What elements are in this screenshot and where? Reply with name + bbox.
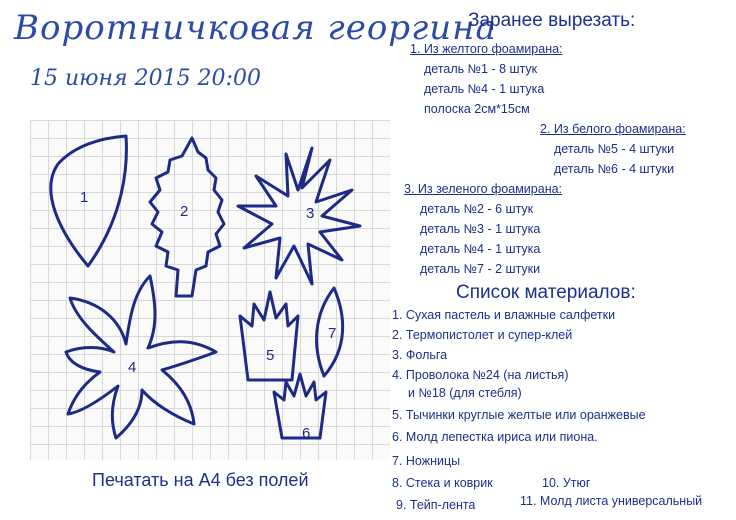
material-item: 11. Молд листа универсальный [520, 494, 703, 508]
material-item: 9. Тейп-лента [396, 498, 476, 512]
material-item: 7. Ножницы [392, 454, 461, 468]
page-title: Воротничковая георгина [14, 8, 497, 48]
template-shapes [30, 120, 390, 460]
part-number: 2 [180, 203, 189, 220]
part-4-shape [66, 276, 216, 438]
part-number: 6 [302, 425, 311, 442]
material-item: 8. Стека и коврик [392, 476, 493, 490]
section-title-yellow: 1. Из желтого фоамирана: [410, 42, 563, 56]
part-number: 7 [328, 325, 337, 342]
material-item: 5. Тычинки круглые желтые или оранжевые [392, 408, 646, 422]
materials-heading: Список материалов: [456, 282, 636, 303]
material-item: 1. Сухая пастель и влажные салфетки [392, 308, 616, 322]
list-item: деталь №4 - 1 штука [424, 82, 545, 96]
part-6-shape [274, 374, 326, 438]
material-item: и №18 (для стебля) [408, 386, 522, 400]
part-5-shape [240, 292, 298, 380]
material-item: 3. Фольга [392, 348, 448, 362]
part-number: 5 [266, 347, 275, 364]
print-note: Печатать на А4 без полей [92, 470, 309, 490]
material-item: 6. Молд лепестка ириса или пиона. [392, 430, 598, 444]
part-number: 4 [128, 359, 137, 376]
list-item: деталь №2 - 6 штук [420, 202, 534, 216]
list-item: полоска 2см*15см [424, 102, 530, 116]
part-1-shape [51, 136, 127, 266]
cut-heading: Заранее вырезать: [468, 10, 636, 31]
list-item: деталь №7 - 2 штуки [420, 262, 541, 276]
list-item: деталь №3 - 1 штука [420, 222, 541, 236]
material-item: 2. Термопистолет и супер-клей [392, 328, 573, 342]
list-item: деталь №5 - 4 штуки [554, 142, 675, 156]
part-number: 3 [306, 205, 315, 222]
part-3-shape [238, 148, 360, 284]
material-item: 4. Проволока №24 (на листья) [392, 368, 569, 382]
list-item: деталь №1 - 8 штук [424, 62, 538, 76]
section-title-white: 2. Из белого фоамирана: [540, 122, 686, 136]
list-item: деталь №6 - 4 штуки [554, 162, 675, 176]
material-item: 10. Утюг [542, 476, 591, 490]
section-title-green: 3. Из зеленого фоамирана: [404, 182, 563, 196]
page-date: 15 июня 2015 20:00 [30, 66, 261, 91]
list-item: деталь №4 - 1 штука [420, 242, 541, 256]
part-number: 1 [80, 189, 89, 206]
